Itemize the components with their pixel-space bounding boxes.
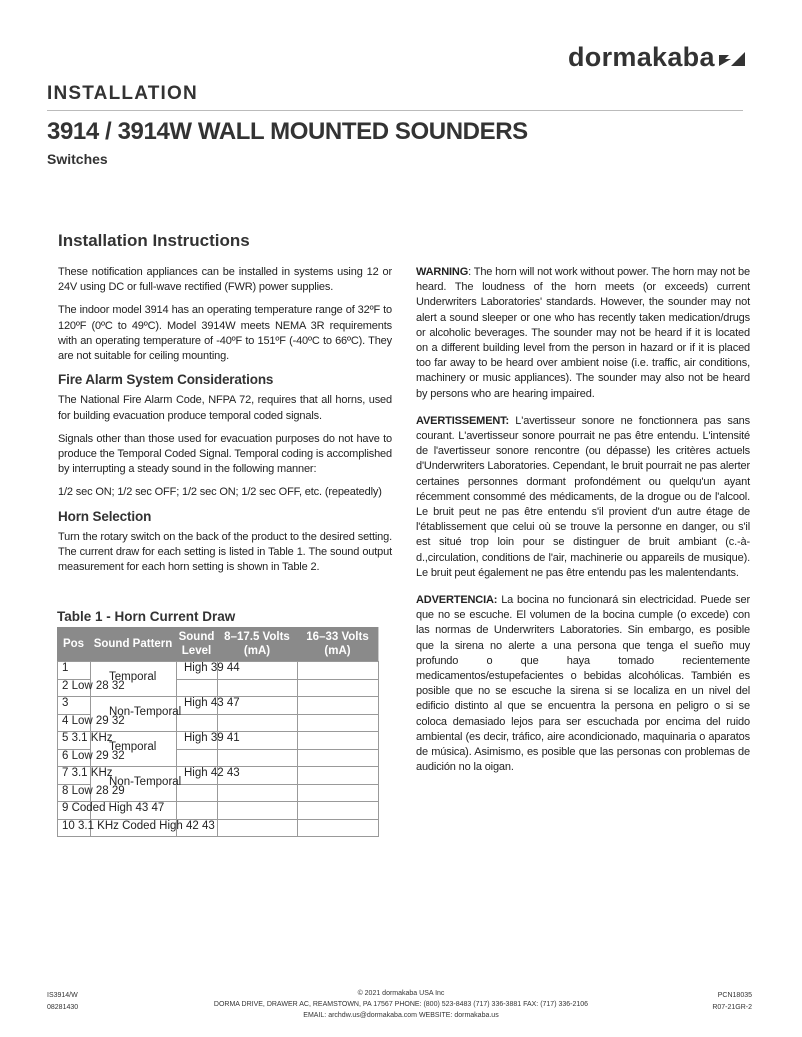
table-cell [217, 749, 298, 768]
table-cell [297, 819, 379, 838]
paragraph: The National Fire Alarm Code, NFPA 72, requires that all horns, used for building evacuation produce temporal coded signals. [58, 394, 392, 422]
table-cell [176, 749, 218, 768]
advertencia-label: ADVERTENCIA: [416, 594, 498, 607]
doc-number: IS3914/W [47, 992, 78, 999]
table-cell [297, 784, 379, 803]
table-header-cell: Sound Level [176, 627, 218, 661]
table-row-text: 5 3.1 KHz [62, 732, 113, 744]
table-cell [217, 801, 298, 820]
paragraph: 1/2 sec ON; 1/2 sec OFF; 1/2 sec ON; 1/2 sec OFF, etc. (repeatedly) [58, 486, 382, 499]
table-row-text: 6 Low 29 32 [62, 749, 125, 762]
sound-pattern-label: Non-Temporal [109, 776, 182, 788]
advertencia-paragraph [416, 593, 750, 775]
contact: EMAIL: archdw.us@dormakaba.com WEBSITE: dormakaba.us [303, 1012, 499, 1019]
avertissement-text: L'avertisseur sonore ne fonctionnera pas sans courant. L'avertisseur sonore pourrait ne pas être entendu. L'intensité de l'avertisseur sonore rencontre (ou dépasse) les critères actuels d'Underwriters Laboratories. Cependant, le bruit pourrait ne pas alerter certaines personnes dormant profondément ou quelqu'un ayant récemment consommé des médicaments, de la drogue ou de l'alcool. Le bruit peut ne pas être entendu s'il provient d'un autre étage de l'établissement que celui où se trouve la personne en danger, ou s'il est situé trop loin pour se distinguer de bruit ambiant (c.-à-d.,circulation, conditions de l'air, machinerie ou appareils de musique). Le bruit peut également ne pas être entendu pas les malentendants. [416, 414, 750, 579]
table-cell [297, 766, 379, 785]
avertissement-label: AVERTISSEMENT: [416, 414, 510, 427]
table-title: Table 1 - Horn Current Draw [57, 609, 236, 624]
logo-text: dormakaba [568, 42, 715, 72]
table-cell [297, 801, 379, 820]
sound-pattern-label: Temporal [109, 741, 157, 753]
section-heading: INSTALLATION [47, 83, 198, 104]
table-row-text: 9 Coded High 43 47 [62, 802, 165, 814]
right-column [416, 265, 750, 784]
warning-paragraph [416, 265, 750, 402]
table-row-level: High 39 44 [184, 662, 240, 674]
page-subtitle: Switches [47, 151, 108, 167]
paragraph: These notification appliances can be installed in systems using 12 or 24V using DC or full-wave rectified (FWR) power supplies. [58, 266, 392, 294]
table-header-cell: 16–33 Volts (mA) [297, 627, 379, 661]
table-row-level: High 42 43 [184, 767, 240, 779]
table-cell [297, 679, 379, 698]
table-cell [176, 784, 218, 803]
table-cell [297, 731, 379, 750]
table-header-cell: Sound Pattern [90, 627, 177, 661]
divider [47, 110, 743, 111]
table-row-text: 4 Low 29 32 [62, 714, 125, 727]
table-cell [217, 679, 298, 698]
page-title: 3914 / 3914W WALL MOUNTED SOUNDERS [47, 118, 528, 145]
advertencia-text: La bocina no funcionará sin electricidad. Puede ser que no se escuche. El volumen de la bocina cumple (o excede) con las normas de Underwriters Laboratories. Sin embargo, es posible que la sirena no alerte a una persona que tenga el sueño muy profundo o que haya tomado recientemente medicamentos/estupefacientes o bebidas alcohólicas. También es posible que no se escuche la sirena si se localiza en un nivel del edificio distinto al que se encuentra la persona en peligro o si se coloca demasiado lejos para ser escuchada por encima del ruido ambiental (es decir, tráfico, aire acondicionado, maquinaria o aparatos de música). Asimismo, es posible que las personas con problemas de audición no la oigan. [416, 594, 750, 774]
table-cell [297, 696, 379, 715]
horn-selection-heading: Horn Selection [58, 508, 152, 524]
sound-pattern-label: Temporal [109, 671, 157, 683]
dormakaba-logo [568, 42, 745, 73]
installation-instructions-heading: Installation Instructions [58, 231, 250, 250]
copyright: © 2021 dormakaba USA Inc [357, 990, 445, 997]
avertissement-paragraph [416, 414, 750, 581]
table-cell [176, 714, 218, 733]
table-row-text: 3 [62, 697, 69, 709]
table-header-cell: 8–17.5 Volts (mA) [217, 627, 298, 661]
fire-alarm-heading: Fire Alarm System Considerations [58, 372, 274, 388]
revision: R07-21GR-2 [712, 1004, 752, 1011]
warning-label: WARNING [416, 266, 469, 278]
pcn: PCN18035 [717, 992, 752, 999]
table-header-cell: Pos [57, 627, 91, 661]
table-cell [297, 661, 379, 680]
table-row-text: 10 3.1 KHz Coded High 42 43 [62, 819, 215, 832]
table-row-text: 2 Low 28 32 [62, 679, 125, 692]
doc-code: 08281430 [47, 1004, 79, 1011]
table-row-level: High 43 47 [184, 697, 240, 709]
sound-pattern-label: Non-Temporal [109, 706, 182, 718]
table-cell [176, 801, 218, 820]
table-row-level: High 39 41 [184, 732, 240, 744]
table-cell [217, 819, 298, 838]
table-row-text: 8 Low 28 29 [62, 784, 125, 797]
table-cell [217, 714, 298, 733]
table-cell [176, 679, 218, 698]
paragraph: The indoor model 3914 has an operating temperature range of 32ºF to 120ºF (0ºC to 49ºC). Model 3914W meets NEMA 3R requirements with an operating temperature of -40ºF to 151ºF (-40ºC to 66ºC). They are not suitable for ceiling mounting. [58, 304, 392, 363]
paragraph: Signals other than those used for evacuation purposes do not have to produce the Temporal Coded Signal. Temporal coding is accomplished by interrupting a steady sound in the following manner: [58, 432, 392, 476]
table-cell [297, 714, 379, 733]
table-row-text: 7 3.1 KHz [62, 767, 113, 779]
left-column [58, 265, 392, 583]
logo-mark-icon [719, 52, 745, 66]
table-cell [297, 749, 379, 768]
warning-text: : The horn will not work without power. The horn may not be heard. The loudness of the horn meets (or exceeds) current Underwriters Laboratories' standards. However, the sounder may not alert a sound sleeper or one who has recently taken medication/drugs or alcoholic beverages. The sounder may not be heard if it is located on a different building level from the person in hazard or if it is placed too far away to be heard over ambient noise (i.e. traffic, air conditions, machinery or music appliances). The sounder may also not be heard by persons who are hearing impaired. [416, 266, 750, 400]
address: DORMA DRIVE, DRAWER AC, REAMSTOWN, PA 17567 PHONE: (800) 523-8483 (717) 336-3881 FAX: (717) 336-2106 [213, 1001, 589, 1008]
paragraph: Turn the rotary switch on the back of the product to the desired setting. The current draw for each setting is listed in Table 1. The sound output measurement for each horn setting is shown in Table 2. [58, 530, 392, 574]
horn-current-table [57, 627, 378, 836]
table-cell [217, 784, 298, 803]
table-row-text: 1 [62, 662, 69, 674]
